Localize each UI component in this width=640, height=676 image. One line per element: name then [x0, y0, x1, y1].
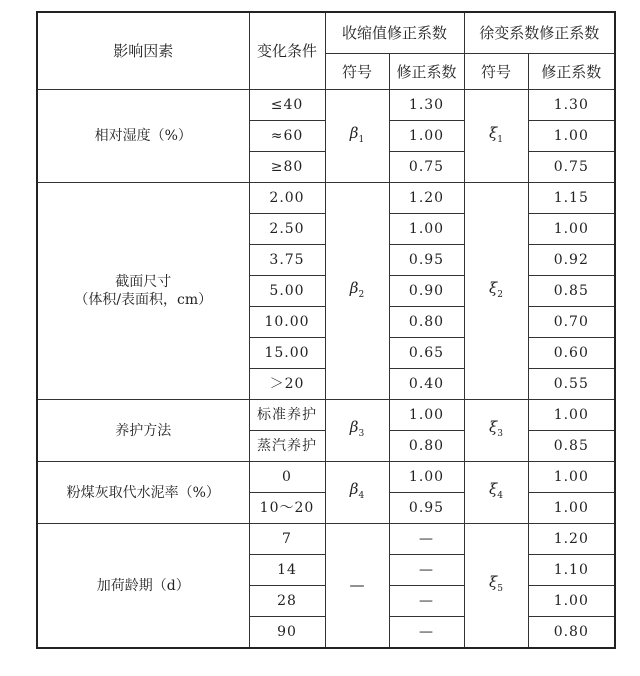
condition-cell: ≈60 — [249, 121, 325, 152]
creep-symbol-cell — [464, 462, 528, 524]
creep-symbol-cell — [464, 183, 528, 400]
header-creep-symbol: 符号 — [464, 54, 528, 90]
shrinkage-symbol-subscript: 4 — [358, 491, 365, 501]
shrinkage-symbol — [349, 123, 365, 145]
shrinkage-symbol-cell — [325, 462, 389, 524]
shrinkage-value-cell: 0.40 — [389, 369, 464, 400]
shrinkage-value-cell: — — [389, 555, 464, 586]
factor-cell — [37, 183, 249, 400]
shrinkage-symbol-letter: — — [349, 576, 365, 594]
shrinkage-value-cell: — — [389, 586, 464, 617]
header-creep-correction: 修正系数 — [528, 54, 615, 90]
creep-symbol-letter: ξ — [489, 123, 498, 142]
condition-cell: 90 — [249, 617, 325, 649]
factor-label: 相对湿度（%） — [94, 128, 192, 144]
shrinkage-symbol — [350, 576, 365, 594]
creep-value-cell: 0.55 — [528, 369, 615, 400]
creep-symbol — [489, 573, 504, 594]
factor-cell — [37, 524, 249, 649]
table-row — [37, 524, 615, 555]
condition-cell: 标准养护 — [249, 400, 325, 431]
creep-symbol-subscript: 3 — [497, 429, 504, 439]
creep-symbol-subscript: 2 — [497, 289, 504, 300]
creep-value-cell: 1.15 — [528, 183, 615, 214]
header-shrinkage-group: 收缩值修正系数 — [325, 12, 464, 54]
shrinkage-value-cell: 1.00 — [389, 214, 464, 245]
condition-cell: ＞20 — [249, 369, 325, 400]
condition-cell: 10.00 — [249, 307, 325, 338]
shrinkage-symbol-cell — [325, 524, 389, 649]
creep-value-cell: 1.30 — [528, 90, 615, 121]
condition-cell: 5.00 — [249, 276, 325, 307]
creep-value-cell: 0.75 — [528, 152, 615, 183]
shrinkage-symbol-cell — [325, 400, 389, 462]
table-body — [37, 90, 615, 649]
shrinkage-symbol-letter: β — [349, 123, 359, 142]
shrinkage-value-cell: 0.80 — [389, 431, 464, 462]
creep-value-cell: 0.60 — [528, 338, 615, 369]
shrinkage-symbol-letter: β — [349, 480, 359, 498]
condition-cell: 15.00 — [249, 338, 325, 369]
creep-value-cell: 0.70 — [528, 307, 615, 338]
table-row — [37, 400, 615, 431]
shrinkage-value-cell: — — [389, 617, 464, 649]
shrinkage-value-cell: 0.65 — [389, 338, 464, 369]
creep-value-cell: 1.00 — [528, 586, 615, 617]
shrinkage-symbol-subscript: 3 — [358, 429, 365, 439]
creep-value-cell: 0.92 — [528, 245, 615, 276]
shrinkage-value-cell: 1.30 — [389, 90, 464, 121]
condition-cell: 2.00 — [249, 183, 325, 214]
creep-symbol-cell — [464, 90, 528, 183]
condition-cell: 0 — [249, 462, 325, 493]
shrinkage-value-cell: 0.90 — [389, 276, 464, 307]
header-factor: 影响因素 — [37, 12, 249, 90]
creep-symbol-subscript: 1 — [497, 134, 504, 145]
factor-cell — [37, 462, 249, 524]
header-shrinkage-symbol: 符号 — [325, 54, 389, 90]
factor-cell — [37, 90, 249, 183]
creep-value-cell: 1.00 — [528, 400, 615, 431]
creep-symbol-letter: ξ — [489, 480, 498, 498]
shrinkage-value-cell: 0.95 — [389, 245, 464, 276]
creep-symbol-cell — [464, 400, 528, 462]
condition-cell: 2.50 — [249, 214, 325, 245]
shrinkage-value-cell: 0.80 — [389, 307, 464, 338]
creep-symbol-letter: ξ — [489, 278, 498, 297]
header-shrinkage-correction: 修正系数 — [389, 54, 464, 90]
creep-symbol — [489, 123, 504, 145]
factor-label: 加荷龄期（d） — [96, 577, 190, 594]
condition-cell: 14 — [249, 555, 325, 586]
shrinkage-value-cell: 1.20 — [389, 183, 464, 214]
factor-label: 粉煤灰取代水泥率（%） — [66, 484, 220, 501]
creep-symbol-subscript: 4 — [497, 491, 504, 501]
shrinkage-symbol-cell — [325, 90, 389, 183]
header-creep-group: 徐变系数修正系数 — [464, 12, 615, 54]
shrinkage-symbol-letter: β — [349, 278, 359, 297]
shrinkage-symbol-subscript: 2 — [358, 289, 365, 300]
creep-symbol-subscript: 5 — [497, 584, 504, 594]
shrinkage-symbol — [349, 418, 365, 439]
shrinkage-symbol-cell — [325, 183, 389, 400]
creep-value-cell: 0.85 — [528, 276, 615, 307]
correction-factor-table — [36, 11, 616, 649]
shrinkage-value-cell: — — [389, 524, 464, 555]
creep-value-cell: 1.00 — [528, 121, 615, 152]
shrinkage-symbol — [349, 278, 365, 300]
creep-value-cell: 1.00 — [528, 493, 615, 524]
factor-label-line2: （体积/表面积，cm） — [74, 292, 213, 308]
creep-symbol — [489, 418, 504, 439]
factor-label: 截面尺寸 — [115, 274, 172, 290]
shrinkage-value-cell: 0.75 — [389, 152, 464, 183]
shrinkage-symbol-subscript: 1 — [358, 134, 365, 145]
shrinkage-value-cell: 1.00 — [389, 400, 464, 431]
shrinkage-value-cell: 0.95 — [389, 493, 464, 524]
condition-cell: 蒸汽养护 — [249, 431, 325, 462]
table-row — [37, 462, 615, 493]
creep-symbol — [489, 278, 504, 300]
condition-cell: 10～20 — [249, 493, 325, 524]
shrinkage-symbol — [349, 480, 365, 501]
creep-symbol-letter: ξ — [489, 418, 498, 436]
table-row — [37, 183, 615, 214]
factor-label: 养护方法 — [115, 422, 172, 439]
shrinkage-value-cell: 1.00 — [389, 462, 464, 493]
creep-value-cell: 1.10 — [528, 555, 615, 586]
table-row — [37, 90, 615, 121]
creep-value-cell: 0.85 — [528, 431, 615, 462]
creep-value-cell: 1.00 — [528, 214, 615, 245]
header-condition: 变化条件 — [249, 12, 325, 90]
shrinkage-value-cell: 1.00 — [389, 121, 464, 152]
table-header — [37, 12, 615, 90]
factor-cell — [37, 400, 249, 462]
creep-value-cell: 1.20 — [528, 524, 615, 555]
shrinkage-symbol-letter: β — [349, 418, 359, 436]
condition-cell: ≤40 — [249, 90, 325, 121]
condition-cell: ≥80 — [249, 152, 325, 183]
condition-cell: 7 — [249, 524, 325, 555]
creep-symbol-letter: ξ — [489, 573, 498, 591]
creep-symbol-cell — [464, 524, 528, 649]
condition-cell: 3.75 — [249, 245, 325, 276]
creep-symbol — [489, 480, 504, 501]
condition-cell: 28 — [249, 586, 325, 617]
creep-value-cell: 1.00 — [528, 462, 615, 493]
creep-value-cell: 0.80 — [528, 617, 615, 649]
